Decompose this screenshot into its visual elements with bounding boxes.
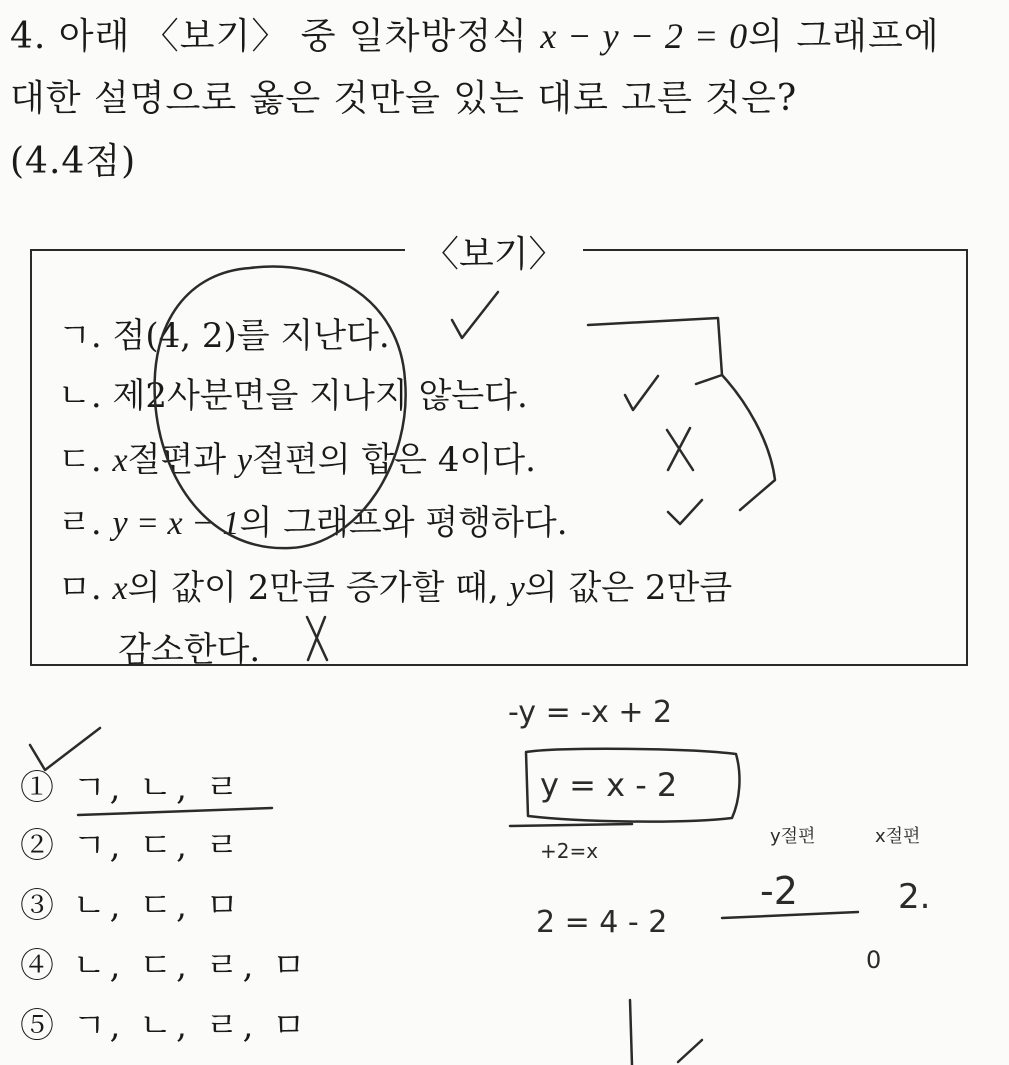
item-text: 절편과: [127, 440, 237, 480]
choice-4[interactable]: [20, 938, 309, 987]
choice-2[interactable]: [20, 818, 243, 867]
bogi-item-4: [58, 495, 568, 544]
underline-long: [510, 824, 632, 826]
hw-zero: 0: [866, 946, 882, 974]
bogi-item-5-cont: 감소한다.: [118, 630, 261, 670]
item-marker: ㄹ.: [58, 503, 102, 543]
item-math: x: [112, 570, 128, 607]
fraction-line: [722, 912, 858, 918]
question-suffix: 의 그래프에: [748, 16, 940, 57]
choice-number: ⑤: [20, 1006, 58, 1046]
choice-text: ㄴ, ㄷ, ㄹ, ㅁ: [72, 946, 310, 986]
item-marker: ㅁ.: [58, 568, 102, 608]
choice-text: ㄱ, ㄴ, ㄹ, ㅁ: [72, 1006, 310, 1046]
choice-number: ①: [20, 768, 58, 808]
hw-eq2: y = x - 2: [540, 766, 678, 804]
bottom-check: [678, 1040, 702, 1062]
item-math: y: [236, 442, 252, 479]
item-text: 의 값은 2만큼: [524, 568, 733, 608]
bogi-item-3: [58, 432, 536, 481]
choice-underline: [78, 808, 272, 815]
question-points: (4.4점): [10, 141, 137, 182]
item-marker: ㄱ.: [58, 316, 102, 356]
choice-text: ㄱ, ㄴ, ㄹ: [72, 768, 243, 808]
item-text: 제2사분면을 지나지 않는다.: [112, 376, 528, 416]
question-line-2: 대한 설명으로 옳은 것만을 있는 대로 고른 것은?: [10, 78, 798, 119]
item-text: 점(4, 2)를 지난다.: [112, 316, 390, 356]
bogi-title: 〈보기〉: [405, 226, 583, 277]
choice-1[interactable]: [20, 760, 243, 809]
item-text: 의 값이 2만큼 증가할 때,: [127, 568, 510, 608]
hw-val-y: -2: [760, 869, 798, 913]
hw-label-y: y절편: [770, 826, 816, 847]
hw-eq4: 2 = 4 - 2: [536, 905, 668, 940]
item-text: 의 그래프와 평행하다.: [239, 503, 568, 543]
hw-val-x: 2.: [898, 877, 931, 917]
item-marker: ㄷ.: [58, 440, 102, 480]
question-line-1: [10, 8, 940, 59]
choice-text: ㄴ, ㄷ, ㅁ: [72, 886, 243, 926]
equation: x − y − 2 = 0: [540, 16, 749, 56]
hw-eq1: -y = -x + 2: [508, 695, 673, 730]
bogi-item-1: [58, 308, 390, 357]
choice-number: ②: [20, 826, 58, 866]
item-math: y = x − 1: [112, 505, 240, 542]
choice-text: ㄱ, ㄷ, ㄹ: [72, 826, 243, 866]
equation-box: [526, 749, 739, 822]
item-math: y: [509, 570, 525, 607]
choice-number: ④: [20, 946, 58, 986]
question-prefix: 4. 아래 〈보기〉 중 일차방정식: [10, 16, 541, 57]
choice-3[interactable]: [20, 878, 243, 927]
vertical-mark: [630, 1000, 632, 1065]
item-math: x: [112, 442, 128, 479]
bogi-item-5: [58, 560, 732, 609]
choice-5[interactable]: [20, 998, 309, 1047]
bogi-item-2: [58, 368, 528, 417]
hw-label-x: x절편: [875, 826, 921, 847]
hw-eq3: +2=x: [540, 839, 599, 863]
item-text: 절편의 합은 4이다.: [252, 440, 536, 480]
item-marker: ㄴ.: [58, 376, 102, 416]
choice-number: ③: [20, 886, 58, 926]
